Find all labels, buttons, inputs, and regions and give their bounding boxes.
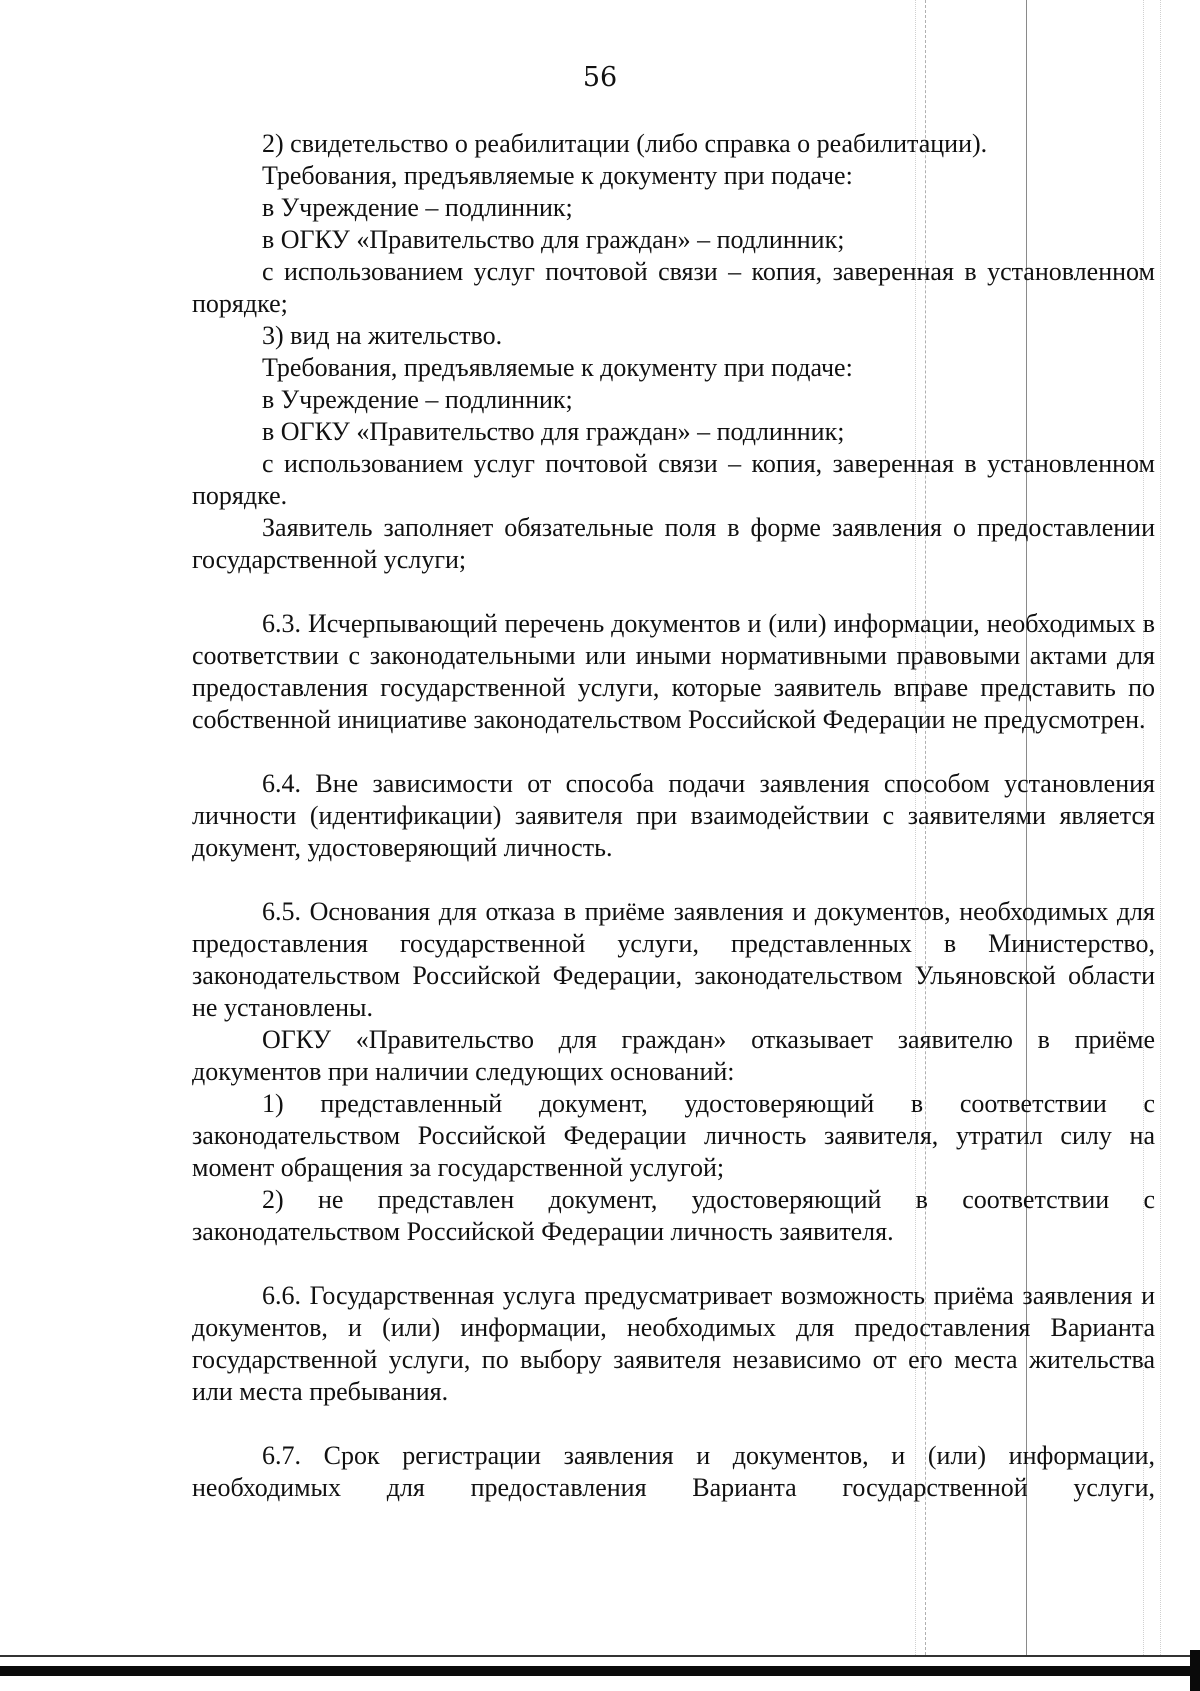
paragraph: 2) свидетельство о реабилитации (либо справка о реабилитации). xyxy=(262,129,988,158)
paragraph: Заявитель заполняет обязательные поля в форме заявления о предоставлении государственной услуги; xyxy=(192,513,1155,574)
paragraph: Требования, предъявляемые к документу при подаче: xyxy=(262,353,853,382)
scan-corner-edge xyxy=(1190,1650,1200,1691)
paragraph: 6.3. Исчерпывающий перечень документов и (или) информации, необходимых в соответствии с законодательными или иными нормативными правовыми актами для предоставления государственной услуги, которые заявитель вправе представить по собственной инициативе законодательством Российской Федерации не предусмотрен. xyxy=(192,609,1155,734)
paragraph: 3) вид на жительство. xyxy=(262,321,503,350)
paragraph: в Учреждение – подлинник; xyxy=(262,193,573,222)
scan-bottom-edge xyxy=(0,1655,1200,1657)
scan-bottom-border xyxy=(0,1666,1200,1676)
paragraph: 1) представленный документ, удостоверяющий в соответствии с законодательством Российской Федерации личность заявителя, утратил силу на момент обращения за государственной услугой; xyxy=(192,1089,1155,1182)
paragraph: Требования, предъявляемые к документу при подаче: xyxy=(262,161,853,190)
paragraph: 6.4. Вне зависимости от способа подачи заявления способом установления личности (идентификации) заявителя при взаимодействии с заявителями является документ, удостоверяющий личность. xyxy=(192,769,1155,862)
paragraph: 6.5. Основания для отказа в приёме заявления и документов, необходимых для предоставления государственной услуги, представленных в Министерство, законодательством Российской Федерации, законодательством Ульяновской области не установлены. xyxy=(192,897,1155,1022)
scan-artifact-line xyxy=(1160,0,1161,1655)
paragraph: ОГКУ «Правительство для граждан» отказывает заявителю в приёме документов при наличии следующих оснований: xyxy=(192,1025,1155,1086)
document-body xyxy=(192,128,1155,1504)
paragraph: 6.7. Срок регистрации заявления и документов, и (или) информации, необходимых для предоставления Варианта государственной услуги, xyxy=(192,1441,1155,1502)
paragraph: с использованием услуг почтовой связи – копия, заверенная в установленном порядке. xyxy=(192,449,1155,510)
paragraph: с использованием услуг почтовой связи – копия, заверенная в установленном порядке; xyxy=(192,257,1155,318)
paragraph: в ОГКУ «Правительство для граждан» – подлинник; xyxy=(262,225,845,254)
paragraph: в ОГКУ «Правительство для граждан» – подлинник; xyxy=(262,417,845,446)
paragraph: в Учреждение – подлинник; xyxy=(262,385,573,414)
page-number: 56 xyxy=(582,62,618,93)
paragraph: 6.6. Государственная услуга предусматривает возможность приёма заявления и документов, и (или) информации, необходимых для предоставления Варианта государственной услуги, по выбору заявителя независимо от его места жительства или места пребывания. xyxy=(192,1281,1155,1406)
paragraph: 2) не представлен документ, удостоверяющий в соответствии с законодательством Российской Федерации личность заявителя. xyxy=(192,1185,1155,1246)
